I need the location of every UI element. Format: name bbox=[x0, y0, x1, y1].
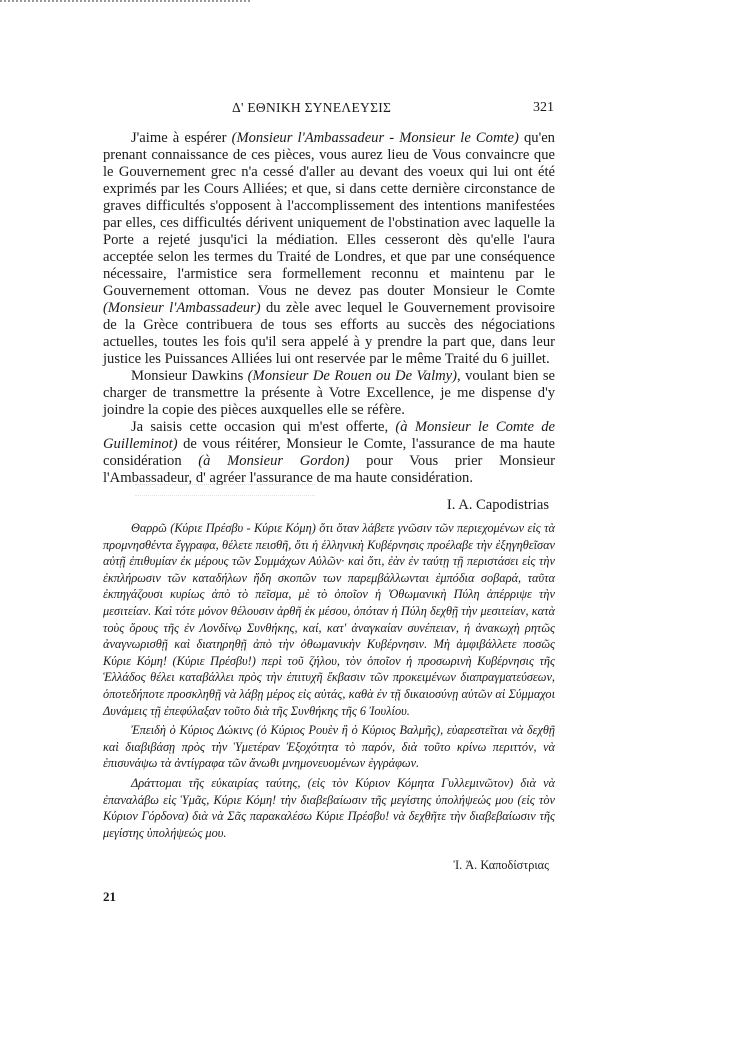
addressee-variant: (Κύριε Πρέσβυ!) bbox=[172, 653, 256, 668]
greek-paragraph-3 bbox=[103, 775, 555, 841]
page-number: 321 bbox=[533, 100, 554, 115]
text-run: Δράττομαι τῆς εὐκαιρίας ταύτης, bbox=[131, 775, 308, 790]
running-title: Δ' ΕΘΝΙΚΗ ΣΥΝΕΛΕΥΣΙΣ bbox=[232, 100, 392, 115]
addressee-variant: (ὁ Κύριος Ρουὲν ἢ ὁ Κύριος Βαλμῆς) bbox=[256, 723, 441, 738]
text-run: J'aime à espérer bbox=[131, 130, 232, 146]
french-letter bbox=[103, 130, 555, 514]
text-run: Ja saisis cette occasion qui m'est offerte, bbox=[131, 419, 396, 435]
addressee-variant: (Κύριε Πρέσβυ - Κύριε Κόμη) bbox=[170, 521, 316, 535]
top-scan-rule bbox=[0, 0, 250, 6]
text-run: , εὐαρεστεῖται νὰ δεχθῇ καὶ διαβιβάσῃ πρὸς τὴν Ὑμετέραν Ἐξοχότητα τὸ παρόν, διὰ τοῦτο κρίνω περιττόν, νὰ ἐπισυνάψω τὰ ἀντίγραφα τῶν ἄνωθι μνημονευομένων ἐγγράφων. bbox=[103, 723, 555, 771]
addressee-variant: (à Monsieur le Comte de Guilleminot) bbox=[103, 419, 555, 452]
addressee-variant: (Monsieur l'Ambassadeur) bbox=[103, 300, 261, 316]
text-run: de vous réitérer, Monsieur le Comte, l'assurance de ma haute considération bbox=[103, 436, 555, 469]
french-paragraph-3 bbox=[103, 419, 555, 487]
text-run: Ἐπειδὴ ὁ Κύριος Δώκινς bbox=[131, 723, 257, 738]
greek-paragraph-2 bbox=[103, 722, 555, 772]
text-run: διὰ νὰ Σᾶς παρακαλέσω Κύριε Πρέσβυ! νὰ δεχθῆτε τὴν διαβεβαίωσιν τῆς μεγίστης ὑπολήψεώς μου. bbox=[103, 809, 555, 840]
text-run: , voulant bien se charger de transmettre la présente à Votre Excellence, je me dispense d'y joindre la copie des pièces auxquelles elle se réfère. bbox=[103, 368, 555, 418]
addressee-variant: (εἰς τὸν Κύριον Γόρδονα) bbox=[103, 792, 555, 824]
french-paragraph-1 bbox=[103, 130, 555, 368]
running-header bbox=[0, 100, 744, 120]
greek-translation bbox=[103, 520, 555, 874]
greek-signature: Ἰ. Ἀ. Καποδίστριας bbox=[453, 858, 549, 873]
addressee-variant: (Monsieur De Rouen ou De Valmy) bbox=[247, 368, 458, 384]
french-paragraph-2 bbox=[103, 368, 555, 419]
french-signature: I. A. Capodistrias bbox=[446, 497, 549, 513]
addressee-variant: (εἰς τὸν Κύριον Κόμητα Γυλλεμινῶτον) bbox=[307, 775, 514, 790]
addressee-variant: (à Monsieur Gordon) bbox=[198, 453, 350, 469]
signature-mark: 21 bbox=[103, 889, 116, 904]
scan-smudge bbox=[135, 484, 315, 496]
text-run: ὅτι ὅταν λάβετε γνῶσιν τῶν περιεχομένων εἰς τὰ προμνησθέντα ἔγγραφα, θέλετε πεισθῆ, ὅτι ἡ ἑλληνικὴ Κυβέρνησις προέλαβε τὴν ἐξηγηθεῖσαν αὐτῇ ἐπιθυμίαν ἐκ μέρους τῶν Συμμάχων Αὐλῶν· καὶ ὅτι, ἐὰν ἐν ταύτῃ τῇ περιστάσει εἰς τὴν ἐκπλήρωσιν τῶν καταδήλων ἤδη σκοπῶν των παρεμβάλλωνται ἐμπόδια σοβαρά, ταῦτα ἐκπηγάζουσι κυρίως ἀπὸ τὸ πεῖσμα, μὲ τὸ ὁποῖον ἡ Ὀθωμανικὴ Πύλη ἀπέρριψε τὴν μεσιτείαν. Καὶ τότε μόνον θέλουσιν ἀρθῆ ἐκ μέσου, ὁπόταν ἡ Πύλη δεχθῇ τὴν μεσιτείαν, κατὰ τοὺς ὅρους τῆς ἐν Λονδίνῳ Συνθήκης, καί, κατ' ἀναγκαίαν συνέπειαν, ἡ ἀνακωχὴ ρητῶς ἀναγνωρισθῇ καὶ διατηρηθῇ ἀπὸ τὴν ὀθωμανικὴν Κυβέρνησιν. Μὴ ἀμφιβάλλετε ποσῶς Κύριε Κόμη! bbox=[103, 521, 555, 668]
greek-paragraph-1 bbox=[103, 520, 555, 719]
text-run: du zèle avec lequel le Gouvernement provisoire de la Grèce contribuera de tous ses efforts au succès des négociations actuelles, toutes les fois qu'il sera appelé à y prendre la part que, dans leur justice les Puissances Alliées lui ont reservée par le même Traité du 6 juillet. bbox=[103, 300, 555, 367]
text-run: Θαρρῶ bbox=[131, 521, 171, 535]
text-run: διὰ νὰ ἐπαναλάβω εἰς Ὑμᾶς, Κύριε Κόμη! τὴν διαβεβαίωσιν τῆς μεγίστης ὑπολήψεώς μου bbox=[103, 775, 556, 807]
text-run: περὶ τοῦ ζήλου, τὸν ὁποῖον ἡ προσωρινὴ Κυβέρνησις τῆς Ἑλλάδος θέλει καταβάλλει πρὸς τὴν ἐπιτυχῆ ἔκβασιν τῶν προκειμένων διαπραγματεύσεων, ὁποτεδήποτε προσκληθῇ νὰ λάβῃ μέρος εἰς αὐτάς, καθὰ ἐν τῇ δικαιοσύνῃ αὐτῶν αἱ Σύμμαχοι Δυνάμεις τῇ ἐπεφύλαξαν τοῦτο διὰ τῆς Συνθήκης τῆς 6 Ἰουλίου. bbox=[103, 653, 555, 718]
text-run: pour Vous prier Monsieur l'Ambassadeur, d' agréer l'assurance de ma haute considération. bbox=[103, 453, 556, 486]
addressee-variant: (Monsieur l'Ambassadeur - Monsieur le Comte) bbox=[231, 130, 519, 146]
text-run: qu'en prenant connaissance de ces pièces, vous aurez lieu de Vous convaincre que le Gouvernement grec n'a cessé d'aller au devant des voeux qui lui ont été exprimés par les Cours Alliées; et que, si dans cette dernière circonstance de graves difficultés s'opposent à l'accomplissement des intentions manifestées par elles, ces difficultés dérivent uniquement de l'obstination avec laquelle la Porte a rejeté jusqu'ici la médiation. Elles cesseront dès qu'elle l'aura acceptée selon les termes du Traité de Londres, et que par une conséquence nécessaire, l'armistice sera formellement reconnu et maintenu par le Gouvernement ottoman. Vous ne devez pas douter Monsieur le Comte bbox=[103, 130, 555, 299]
text-run: Monsieur Dawkins bbox=[131, 368, 248, 384]
